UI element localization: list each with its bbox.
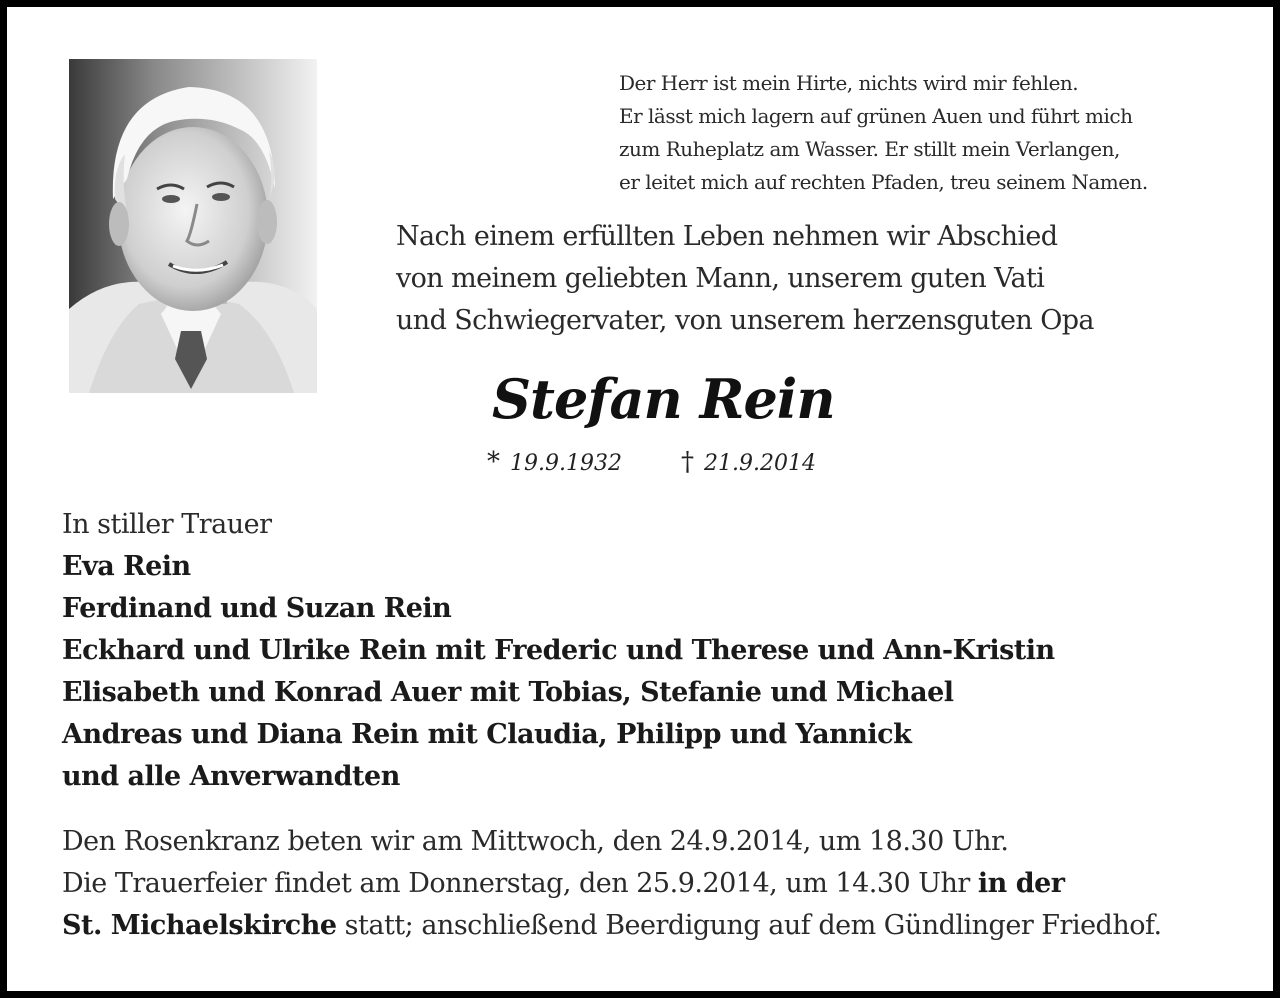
portrait-photo-drawing (69, 59, 317, 393)
psalm-quote (619, 67, 1259, 199)
burial-info (62, 905, 1252, 947)
intro-line: und Schwiegervater, von unserem herzensguten Opa (396, 305, 1094, 336)
mourning-lead: In stiller Trauer (62, 509, 272, 540)
funeral-info-bold: in der (977, 868, 1065, 899)
church-name: St. Michaelskirche (62, 910, 337, 941)
portrait-photo (69, 59, 317, 393)
psalm-line: zum Ruheplatz am Wasser. Er stillt mein Verlangen, (619, 137, 1120, 161)
psalm-line: er leitet mich auf rechten Pfaden, treu seinem Namen. (619, 170, 1148, 194)
rosary-info: Den Rosenkranz beten wir am Mittwoch, den 24.9.2014, um 18.30 Uhr. (62, 826, 1009, 857)
star-icon: * (487, 447, 500, 477)
deceased-name: Stefan Rein (492, 367, 835, 431)
birth-date-group (487, 447, 622, 477)
psalm-line: Er lässt mich lagern auf grünen Auen und führt mich (619, 104, 1133, 128)
psalm-line: Der Herr ist mein Hirte, nichts wird mir fehlen. (619, 71, 1079, 95)
mourner-family: Andreas und Diana Rein mit Claudia, Philipp und Yannick (62, 719, 912, 750)
intro-line: von meinem geliebten Mann, unserem guten Vati (396, 263, 1045, 294)
mourner-family: Ferdinand und Suzan Rein (62, 593, 452, 624)
cross-icon: † (681, 447, 694, 477)
mourner-family: Elisabeth und Konrad Auer mit Tobias, Stefanie und Michael (62, 677, 954, 708)
funeral-info-text: Die Trauerfeier findet am Donnerstag, den 25.9.2014, um 14.30 Uhr (62, 868, 978, 899)
funeral-info (62, 863, 1252, 905)
intro-line: Nach einem erfüllten Leben nehmen wir Abschied (396, 221, 1058, 252)
service-details (62, 821, 1252, 947)
mourner-family: Eva Rein (62, 551, 191, 582)
farewell-intro (396, 216, 1196, 342)
mourners-list (62, 504, 1242, 798)
mourner-family: Eckhard und Ulrike Rein mit Frederic und Therese und Ann-Kristin (62, 635, 1055, 666)
death-date: 21.9.2014 (704, 451, 816, 476)
mourner-family: und alle Anverwandten (62, 761, 400, 792)
death-date-group (681, 447, 816, 477)
birth-date: 19.9.1932 (510, 451, 622, 476)
burial-info-text: statt; anschließend Beerdigung auf dem Gündlinger Friedhof. (336, 910, 1162, 941)
